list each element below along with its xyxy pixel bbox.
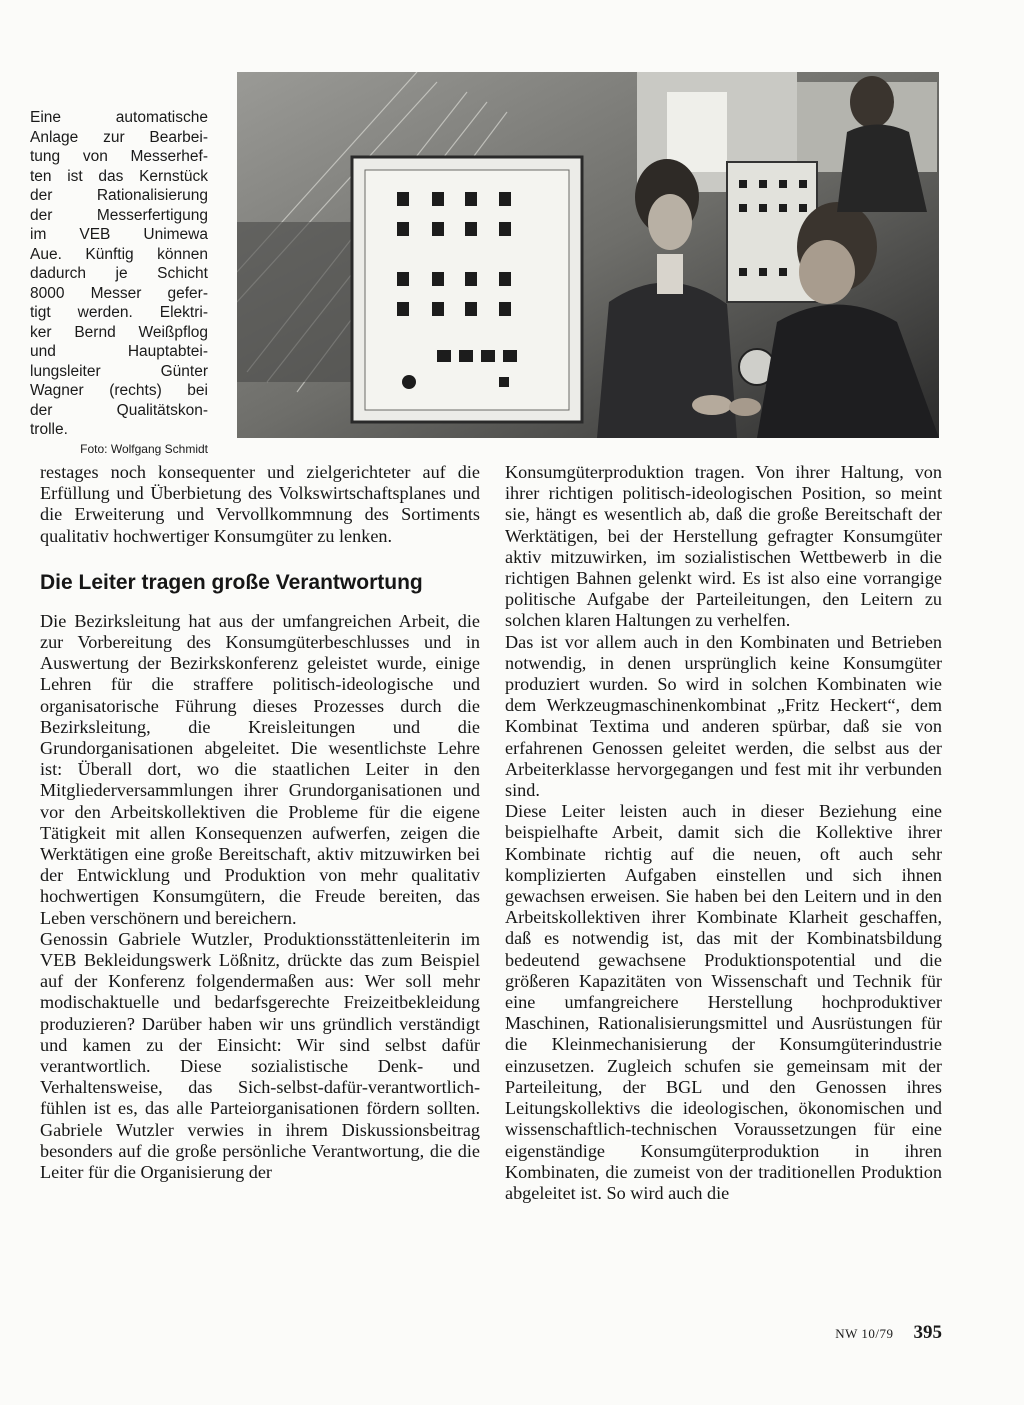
caption-line: ten ist das Kernstück (30, 167, 208, 185)
paragraph: Das ist vor allem auch in den Kombinaten und Betrieben notwendig, in denen ursprünglich keine Konsumgüter produziert wurden. So wird in solchen Kombinaten wie dem Werkzeugmaschinenkombinat „Fritz Heckert“, dem Kombinat Textima und anderen spürbar, daß sie von erfahrenen Genossen geleitet werden, die selbst aus der Arbeiterklasse hervorgegangen und fest mit ihr verbunden sind. (505, 631, 942, 801)
paragraph: Diese Leiter leisten auch in dieser Beziehung eine beispielhafte Arbeit, damit sich die Kollektive ihrer Kombinate richtig auf die neuen, oft auch sehr komplizierten Aufgaben einstellen und sich ihnen gewachsen erweisen. Sie haben bei den Leitern und in den Arbeitskollektiven ihrer Kombinate Klarheit geschaffen, daß es notwendig ist, das mit der Kombinatsbildung bedeutend gewachsene Produktionspotential und die größeren Kapazitäten von Wissenschaft und Technik für eine umfangreichere Herstellung hochproduktiver Maschinen, Rationalisierungsmittel und Ausrüstungen für die Kleinmechanisierung der Konsumgüterindustrie einzusetzen. Zugleich schufen sie gemeinsam mit der Parteileitung, der BGL und den Genossen ihres Leitungskollektivs die ideologischen, ökonomischen und wissenschaftlich-technischen Voraussetzungen für eine eigenständige Konsumgüterproduktion in ihren Kombinaten, die zumeist von der traditionellen Produktion abgeleitet ist. So wird auch die (505, 801, 942, 1203)
caption-line: dadurch je Schicht (30, 265, 208, 282)
caption-line: Eine automatische (30, 109, 208, 126)
caption-line: 8000 Messer gefer- (30, 284, 208, 302)
left-column (40, 462, 480, 1183)
caption-line: Anlage zur Bearbei- (30, 128, 208, 146)
paragraph: Konsumgüterproduktion tragen. Von ihrer Haltung, von ihrer richtigen politisch-ideologischen Position, so meint sie, hängt es wesentlich ab, daß die große Bereitschaft der Werktätigen, bei der Herstellung gefragter Konsumgüter aktiv mitzuwirken, im sozialistischen Wettbewerb in die richtigen Bahnen gelenkt wird. Es ist also eine vorrangige politische Aufgabe der Parteileitungen, den Leitern zu solchen klaren Haltungen zu verhelfen. (505, 462, 942, 631)
photo-credit: Foto: Wolfgang Schmidt (80, 441, 208, 456)
caption-line: ker Bernd Weißpflog (30, 323, 208, 341)
caption-line: der Rationalisierung (30, 187, 208, 204)
factory-photo-icon (237, 72, 939, 438)
right-column (505, 462, 942, 1204)
factory-photo (237, 72, 939, 438)
caption-line: Aue. Künftig können (30, 245, 208, 263)
caption-line: der Qualitätskon- (30, 401, 208, 419)
caption-line: trolle. (30, 421, 68, 438)
caption-line: tigt werden. Elektri- (30, 304, 208, 321)
caption-line: lungsleiter Günter (30, 362, 208, 380)
caption-line: tung von Messerhef- (30, 148, 208, 165)
page-number: 395 (913, 1322, 942, 1343)
paragraph: Die Bezirksleitung hat aus der umfangreichen Arbeit, die zur Vorbereitung des Konsumgüterbeschlusses und in Auswertung der Bezirkskonferenz geleistet wurde, einige Lehren für die straffere politisch-ideologische und organisatorische Führung dieses Prozesses durch die Bezirksleitung, die Kreisleitungen und die Grundorganisationen abgeleitet. Die wesentlichste Lehre ist: Überall dort, wo die staatlichen Leiter in den Mitgliederversammlungen ihrer Grundorganisationen und vor den Arbeitskollektiven die Probleme für die eigene Tätigkeit mit allen Konsequenzen aufwerfen, zeigen die Werktätigen eine große Bereitschaft, aktiv mitzuwirken bei der Entwicklung und Produktion von mehr qualitativ hochwertigen Konsumgütern, die Freude bereiten, das Leben verschönern und bereichern. (40, 610, 480, 928)
page-footer (835, 1322, 942, 1344)
caption-line: der Messerfertigung (30, 206, 208, 224)
caption-line: Wagner (rechts) bei (30, 382, 208, 399)
issue-label: NW 10/79 (835, 1326, 894, 1341)
paragraph: restages noch konsequenter und zielgerichteter auf die Erfüllung und Überbietung des Volkswirtschaftsplanes und die Erweiterung und Vervollkommnung des Sortiments qualitativ hochwertiger Konsumgüter zu lenken. (40, 462, 480, 546)
paragraph: Genossin Gabriele Wutzler, Produktionsstättenleiterin im VEB Bekleidungswerk Lößnitz, drückte das zum Beispiel auf der Konferenz folgendermaßen aus: Wer soll mehr modischaktuelle und bedarfsgerechte Freizeitbekleidung produzieren? Darüber haben wir uns gründlich verständigt und kamen zu der Einsicht: Wir sind selbst dafür verantwortlich. Diese sozialistische Denk- und Verhaltensweise, das Sich-selbst-dafür-verantwortlich-fühlen ist es, das alle Parteiorganisationen fördern sollten. Gabriele Wutzler verwies in ihrem Diskussionsbeitrag besonders auf die große persönliche Verantwortung, die die Leiter für die Organisierung der (40, 928, 480, 1183)
caption-line: und Hauptabtei- (30, 343, 208, 360)
section-heading: Die Leiter tragen große Verantwortung (40, 570, 423, 594)
photo-caption (30, 108, 208, 456)
caption-line: im VEB Unimewa (30, 226, 208, 243)
